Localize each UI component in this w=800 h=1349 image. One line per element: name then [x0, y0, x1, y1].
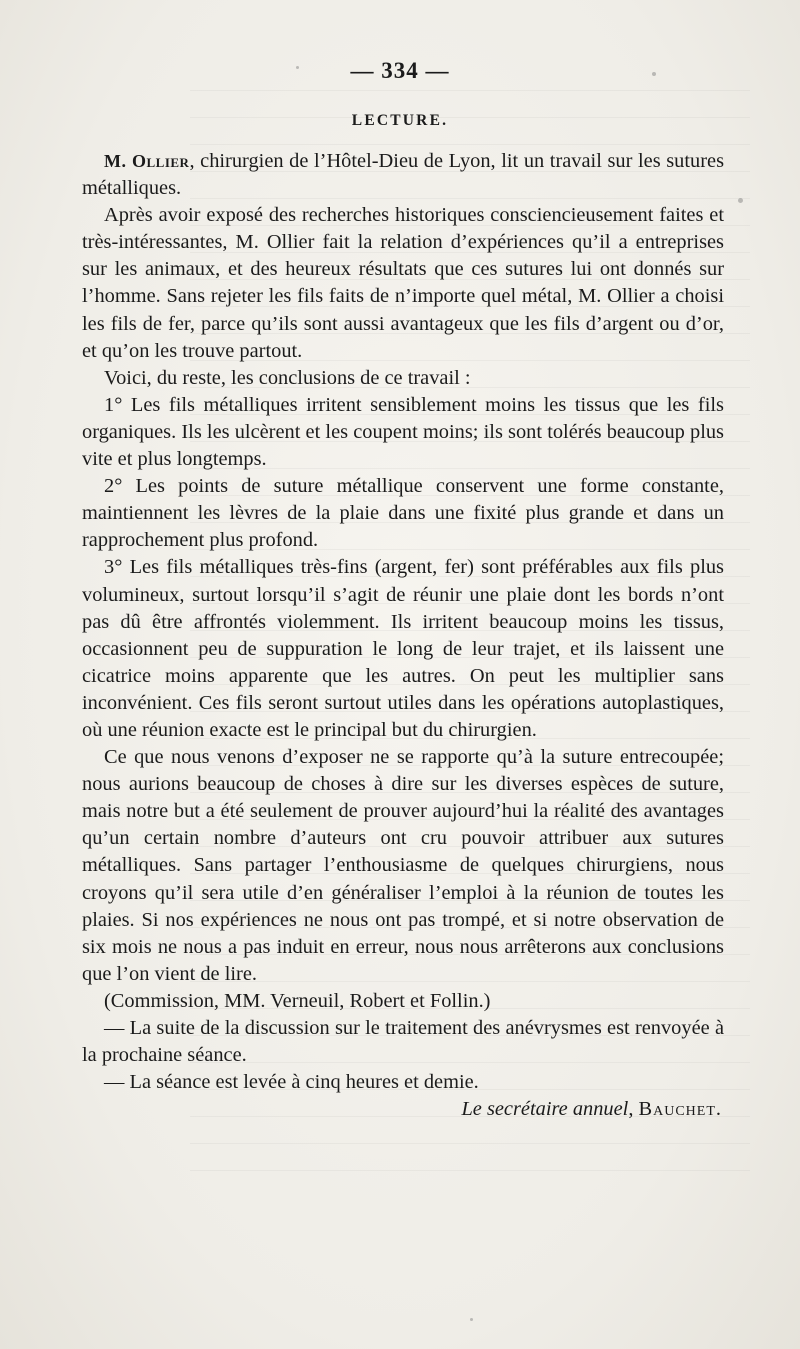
discussion-note: — La suite de la discussion sur le traitement des anévrysmes est renvoyée à la prochaine séance. — [82, 1017, 724, 1067]
paper-speck — [738, 198, 743, 203]
paragraph-intro — [82, 148, 724, 202]
section-title: LECTURE. — [351, 112, 449, 129]
paper-speck — [470, 1318, 473, 1321]
paper-speck — [652, 72, 656, 76]
signature — [82, 1096, 724, 1123]
paragraph-closing: Ce que nous venons d’exposer ne se rapporte qu’à la suture entrecoupée; nous aurions beaucoup de choses à dire sur les diverses espèces de suture, mais notre but a été seulement de prouver aujourd’hui la réalité des avantages qu’un certain nombre d’auteurs ont cru pouvoir attribuer aux sutures métalliques. Sans partager l’enthousiasme de quelques chirurgiens, nous croyons qu’il sera utile d’en généraliser l’emploi à la réunion de toutes les plaies. Si nos expériences ne nous ont pas trompé, et si notre observation de six mois ne nous a pas induit en erreur, nous nous arrêterons aux conclusions que l’on vient de lire. — [82, 746, 724, 985]
conclusion-1: 1° Les fils métalliques irritent sensiblement moins les tissus que les fils organiques. Ils les ulcèrent et les coupent moins; ils sont tolérés beaucoup plus vite et plus longtemps. — [82, 393, 724, 471]
page-number: — 334 — — [350, 58, 450, 83]
conclusion-3: 3° Les fils métalliques très-fins (argent, fer) sont préférables aux fils plus volumineux, surtout lorsqu’il s’agit de réunir une plaie dont les bords n’ont pas dû être affrontés violemment. Ils irritent beaucoup moins les tissus, occasionnent peu de suppuration le long de leur trajet, et ils laissent une cicatrice moins apparente que les autres. On peut les multiplier sans inconvénient. Ces fils seront surtout utiles dans les opérations autoplastiques, où une réunion exacte est le principal but du chirurgien. — [82, 556, 724, 741]
paragraph-intro-text: , chirurgien de l’Hôtel-Dieu de Lyon, lit un travail sur les sutures métalliques. — [82, 150, 725, 200]
paper-speck — [296, 66, 299, 69]
paragraph-conclusions-lead: Voici, du reste, les conclusions de ce travail : — [104, 366, 471, 389]
signature-role: Le secrétaire annuel — [461, 1098, 629, 1121]
commission-note: (Commission, MM. Verneuil, Robert et Follin.) — [104, 989, 491, 1012]
speaker-name: M. Ollier — [104, 151, 190, 171]
body-text — [82, 148, 724, 1123]
adjournment-note: — La séance est levée à cinq heures et demie. — [104, 1071, 479, 1094]
signature-separator: , — [628, 1098, 639, 1121]
paragraph-summary: Après avoir exposé des recherches historiques consciencieusement faites et très-intéressantes, M. Ollier fait la relation d’expériences qu’il a entreprises sur les animaux, et des heureux résultats que ces sutures lui ont donnés sur l’homme. Sans rejeter les fils faits de n’importe quel métal, M. Ollier a choisi les fils de fer, parce qu’ils sont aussi avantageux que les fils d’argent ou d’or, et qu’on les trouve partout. — [82, 204, 724, 362]
conclusion-2: 2° Les points de suture métallique conservent une forme constante, maintiennent les lèvres de la plaie dans une fixité plus grande et dans un rapprochement plus profond. — [82, 475, 724, 552]
signature-name: Bauchet. — [638, 1098, 722, 1121]
